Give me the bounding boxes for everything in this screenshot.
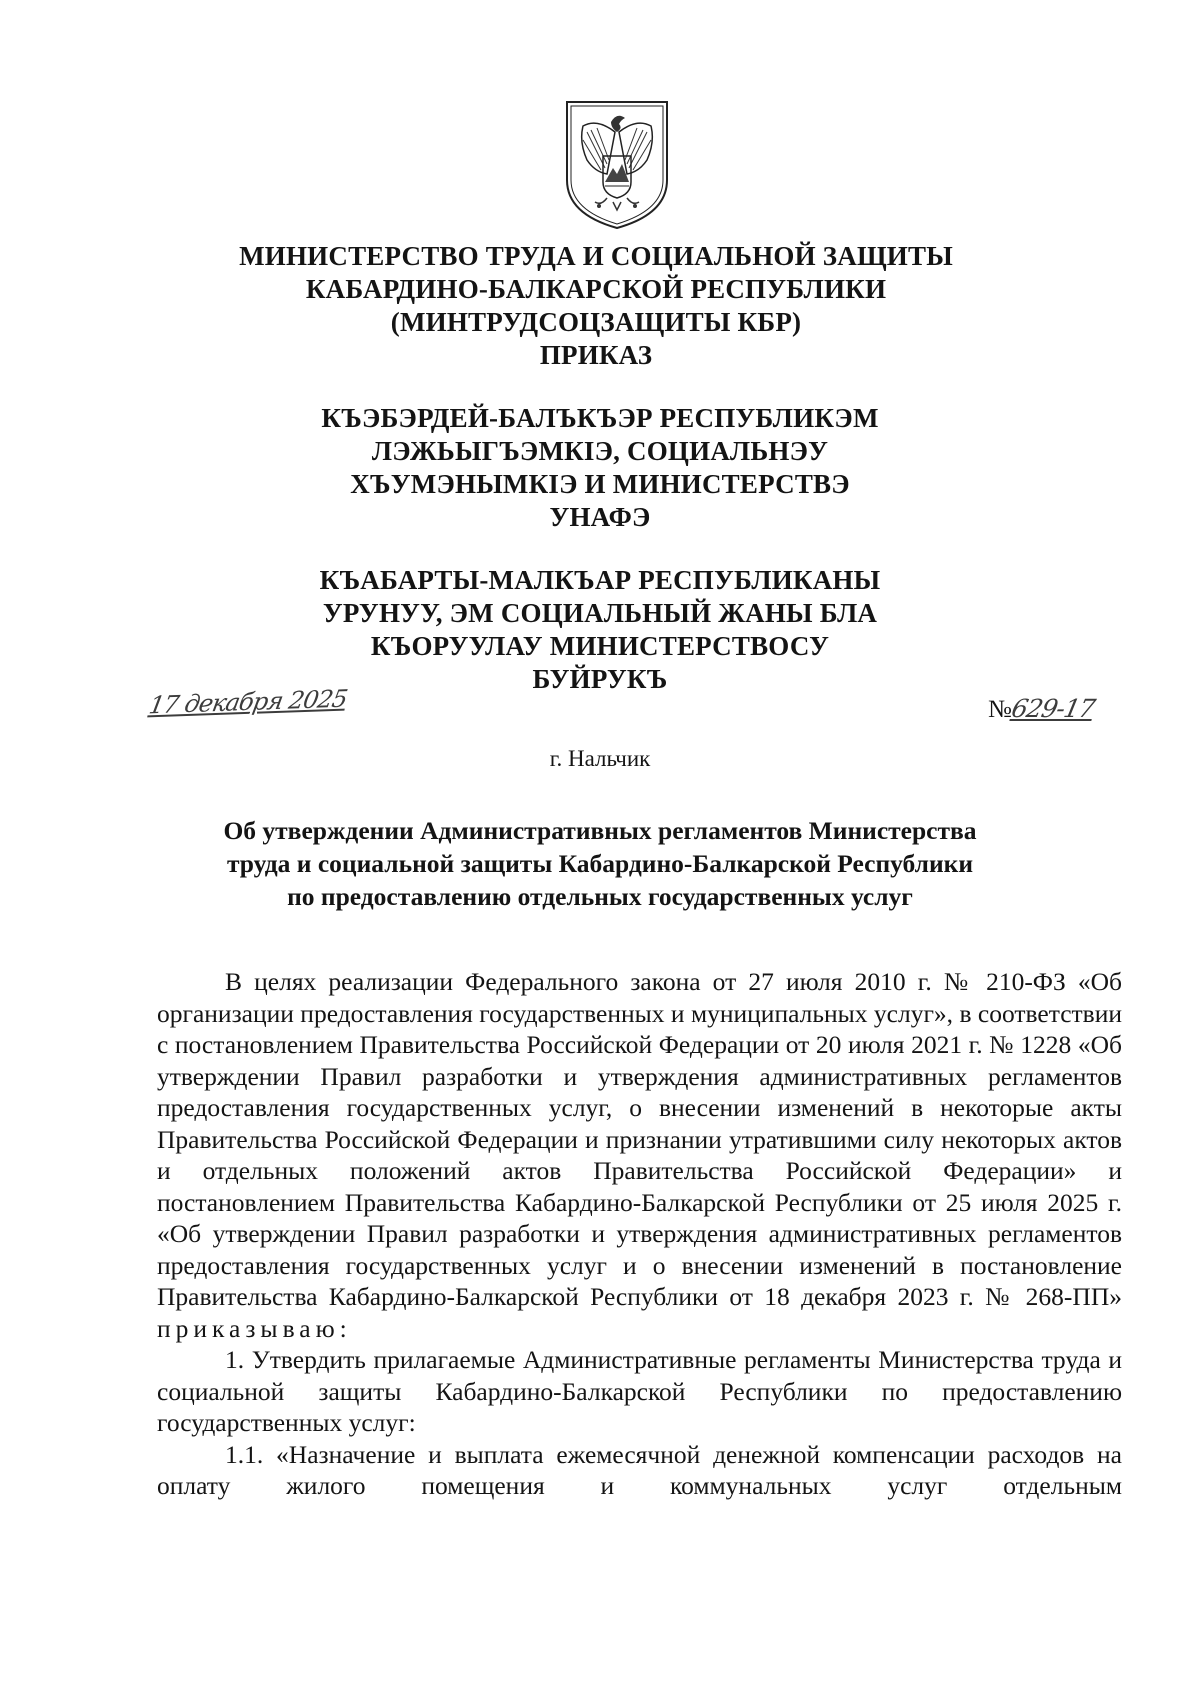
order-number [988, 694, 1097, 724]
document-title [0, 814, 1200, 913]
title-line: Об утверждении Административных регламентов Министерства [223, 816, 977, 845]
header-line: МИНИСТЕРСТВО ТРУДА И СОЦИАЛЬНОЙ ЗАЩИТЫ [239, 241, 953, 271]
number-sign: № [988, 696, 1012, 723]
header-line: КЪОРУУЛАУ МИНИСТЕРСТВОСУ [370, 631, 830, 661]
order-word: приказываю: [157, 1313, 352, 1343]
preamble-text: В целях реализации Федерального закона от 27 июля 2010 г. № 210-ФЗ «Об организации предоставления государственных и муниципальных услуг», в соответствии с постановлением Правительства Российской Федерации от 20 июля 2021 г. № 1228 «Об утверждении Правил разработки и утверждения административных регламентов предоставления государственных услуг, о внесении изменений в некоторые акты Правительства Российской Федерации и признании утратившими силу некоторых актов и отдельных положений актов Правительства Российской Федерации» и постановлением Правительства Кабардино-Балкарской Республики от 25 июля 2025 г. «Об утверждении Правил разработки и утверждения административных регламентов предоставления государственных услуг и о внесении изменений в постановление Правительства Кабардино-Балкарской Республики от 18 декабря 2023 г. № 268-ПП» [157, 967, 1122, 1311]
header-line: ХЪУМЭНЫМКIЭ И МИНИСТЕРСТВЭ [350, 469, 850, 499]
document-body [157, 966, 1122, 1502]
header-line: БУЙРУКЪ [532, 664, 668, 694]
header-line: ПРИКАЗ [539, 340, 653, 370]
header-line: УНАФЭ [549, 502, 651, 532]
preamble-paragraph [157, 966, 1122, 1344]
ministry-header-russian [0, 240, 1196, 372]
ministry-header-kabardian [0, 402, 1200, 534]
clause-1-1: 1.1. «Назначение и выплата ежемесячной денежной компенсации расходов на оплату жилого помещения и коммунальных услуг отдельным [157, 1439, 1122, 1500]
order-date [146, 684, 410, 722]
coat-of-arms-icon [561, 98, 673, 230]
title-line: труда и социальной защиты Кабардино-Балкарской Республики [226, 849, 974, 878]
city-line: г. Нальчик [549, 746, 651, 771]
header-line: УРУНУУ, ЭМ СОЦИАЛЬНЫЙ ЖАНЫ БЛА [322, 598, 878, 628]
header-line: ЛЭЖЬЫГЪЭМКIЭ, СОЦИАЛЬНЭУ [371, 436, 829, 466]
handwritten-date: 17 декабря 2025 [146, 684, 349, 720]
header-line: КАБАРДИНО-БАЛКАРСКОЙ РЕСПУБЛИКИ [305, 274, 887, 304]
ministry-header-balkar [0, 564, 1200, 696]
header-line: КЪАБАРТЫ-МАЛКЪАР РЕСПУБЛИКАНЫ [319, 565, 881, 595]
handwritten-number: 629-17 [1008, 694, 1097, 723]
header-line: (МИНТРУДСОЦЗАЩИТЫ КБР) [390, 307, 802, 337]
header-line: КЪЭБЭРДЕЙ-БАЛЪКЪЭР РЕСПУБЛИКЭМ [321, 403, 879, 433]
title-line: по предоставлению отдельных государственных услуг [287, 882, 913, 911]
clause-1: 1. Утвердить прилагаемые Административные регламенты Министерства труда и социальной защиты Кабардино-Балкарской Республики по предоставлению государственных услуг: [157, 1345, 1122, 1437]
